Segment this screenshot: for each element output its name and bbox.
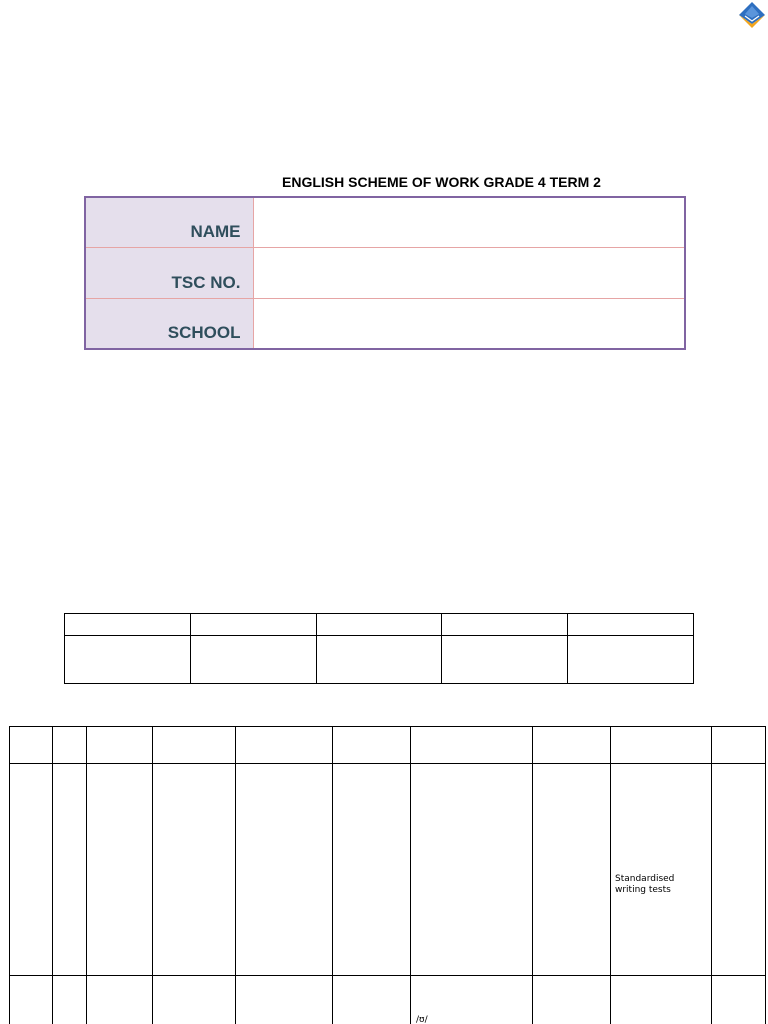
table-cell [411,764,533,976]
table-cell [10,976,53,1024]
scheme-header-cell [53,727,87,764]
table-cell [333,764,411,976]
table-cell [10,764,53,976]
table-cell [333,976,411,1024]
summary-header-cell [442,614,568,636]
school-field[interactable] [253,298,685,349]
table-cell [712,764,766,976]
table-cell [153,764,236,976]
info-row-name [85,197,685,248]
assessment-note: Standardised writing tests [615,874,675,895]
summary-value-cell [442,636,568,684]
table-cell [236,764,333,976]
summary-value-row [65,636,694,684]
scheme-header-cell [87,727,153,764]
document-title: ENGLISH SCHEME OF WORK GRADE 4 TERM 2 [282,174,601,190]
scheme-header-cell [333,727,411,764]
summary-header-row [65,614,694,636]
table-cell [53,764,87,976]
summary-value-cell [65,636,191,684]
summary-header-cell [316,614,442,636]
info-row-tsc [85,248,685,299]
school-label: SCHOOL [85,298,253,349]
table-cell [87,976,153,1024]
scheme-header-cell [411,727,533,764]
name-field[interactable] [253,197,685,248]
summary-header-cell [190,614,316,636]
summary-table [64,613,694,684]
summary-value-cell [568,636,694,684]
table-cell [712,976,766,1024]
summary-header-cell [65,614,191,636]
table-cell [153,976,236,1024]
tsc-no-field[interactable] [253,248,685,299]
name-label: NAME [85,197,253,248]
scheme-header-cell [10,727,53,764]
table-row [10,764,766,976]
table-cell [53,976,87,1024]
scheme-header-cell [611,727,712,764]
scheme-header-cell [236,727,333,764]
scheme-of-work-table [9,726,766,1024]
scheme-header-cell [533,727,611,764]
teacher-info-table [84,196,686,350]
diamond-logo-icon [736,2,768,28]
summary-value-cell [316,636,442,684]
summary-value-cell [190,636,316,684]
table-cell [533,764,611,976]
table-row [10,976,766,1024]
tsc-no-label: TSC NO. [85,248,253,299]
scheme-header-cell [712,727,766,764]
phoneme-symbol: /ʊ/ [416,1015,428,1024]
assessment-cell [611,764,712,976]
phoneme-cell [411,976,533,1024]
scheme-header-cell [153,727,236,764]
info-row-school [85,298,685,349]
table-cell [611,976,712,1024]
table-cell [236,976,333,1024]
scheme-header-row [10,727,766,764]
summary-header-cell [568,614,694,636]
table-cell [87,764,153,976]
table-cell [533,976,611,1024]
